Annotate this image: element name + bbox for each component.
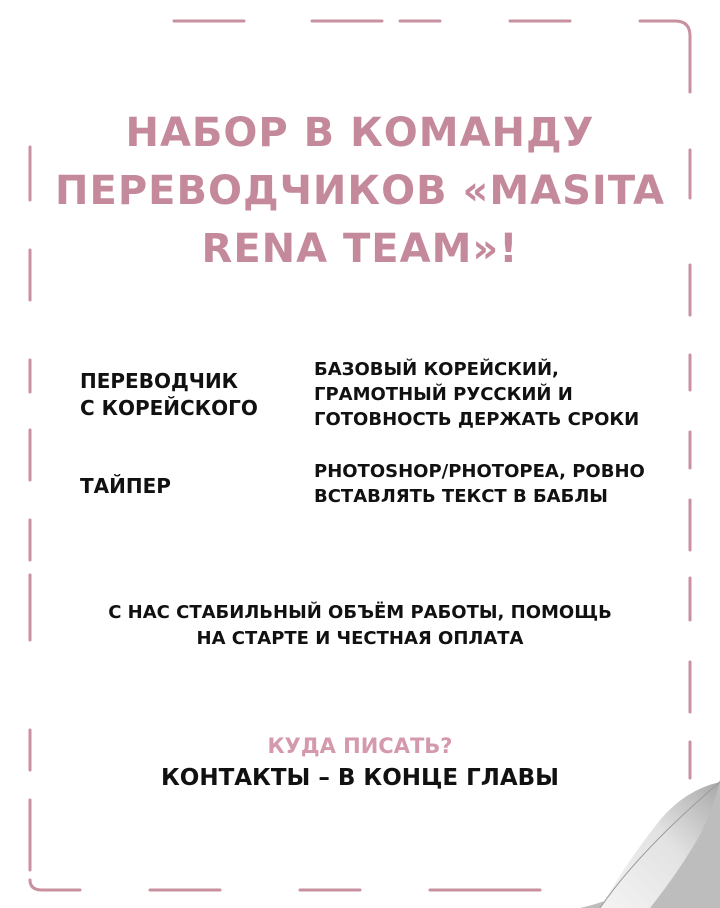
title-line-3: RENA TEAM»! <box>201 226 519 272</box>
role-desc-line: ГОТОВНОСТЬ ДЕРЖАТЬ СРОКИ <box>314 409 640 430</box>
offer-line: НА СТАРТЕ И ЧЕСТНАЯ ОПЛАТА <box>196 628 524 649</box>
role-desc-line: ВСТАВЛЯТЬ ТЕКСТ В БАБЛЫ <box>314 486 608 507</box>
role-desc-line: PHOTOSHOP/PHOTOPEA, РОВНО <box>314 461 645 482</box>
role-typer-name <box>80 473 290 500</box>
page-curl-icon <box>580 780 720 908</box>
contact-answer: КОНТАКТЫ – В КОНЦЕ ГЛАВЫ <box>160 765 560 791</box>
title-line-1: НАБОР В КОМАНДУ <box>125 110 595 156</box>
role-name-line: ТАЙПЕР <box>80 474 171 498</box>
contact-question: КУДА ПИСАТЬ? <box>267 734 453 758</box>
role-name-line: С КОРЕЙСКОГО <box>80 396 258 420</box>
role-desc-line: БАЗОВЫЙ КОРЕЙСКИЙ, <box>314 359 559 380</box>
role-typer-requirements <box>314 459 674 509</box>
offer-line: С НАС СТАБИЛЬНЫЙ ОБЪЁМ РАБОТЫ, ПОМОЩЬ <box>108 602 612 623</box>
role-name-line: ПЕРЕВОДЧИК <box>80 369 239 393</box>
role-translator-name <box>80 368 290 422</box>
role-desc-line: ГРАМОТНЫЙ РУССКИЙ И <box>314 384 573 405</box>
offer-text <box>60 600 660 652</box>
title-line-2: ПЕРЕВОДЧИКОВ «MASITA <box>55 168 665 214</box>
role-translator-requirements <box>314 357 674 432</box>
recruitment-title <box>40 104 680 278</box>
